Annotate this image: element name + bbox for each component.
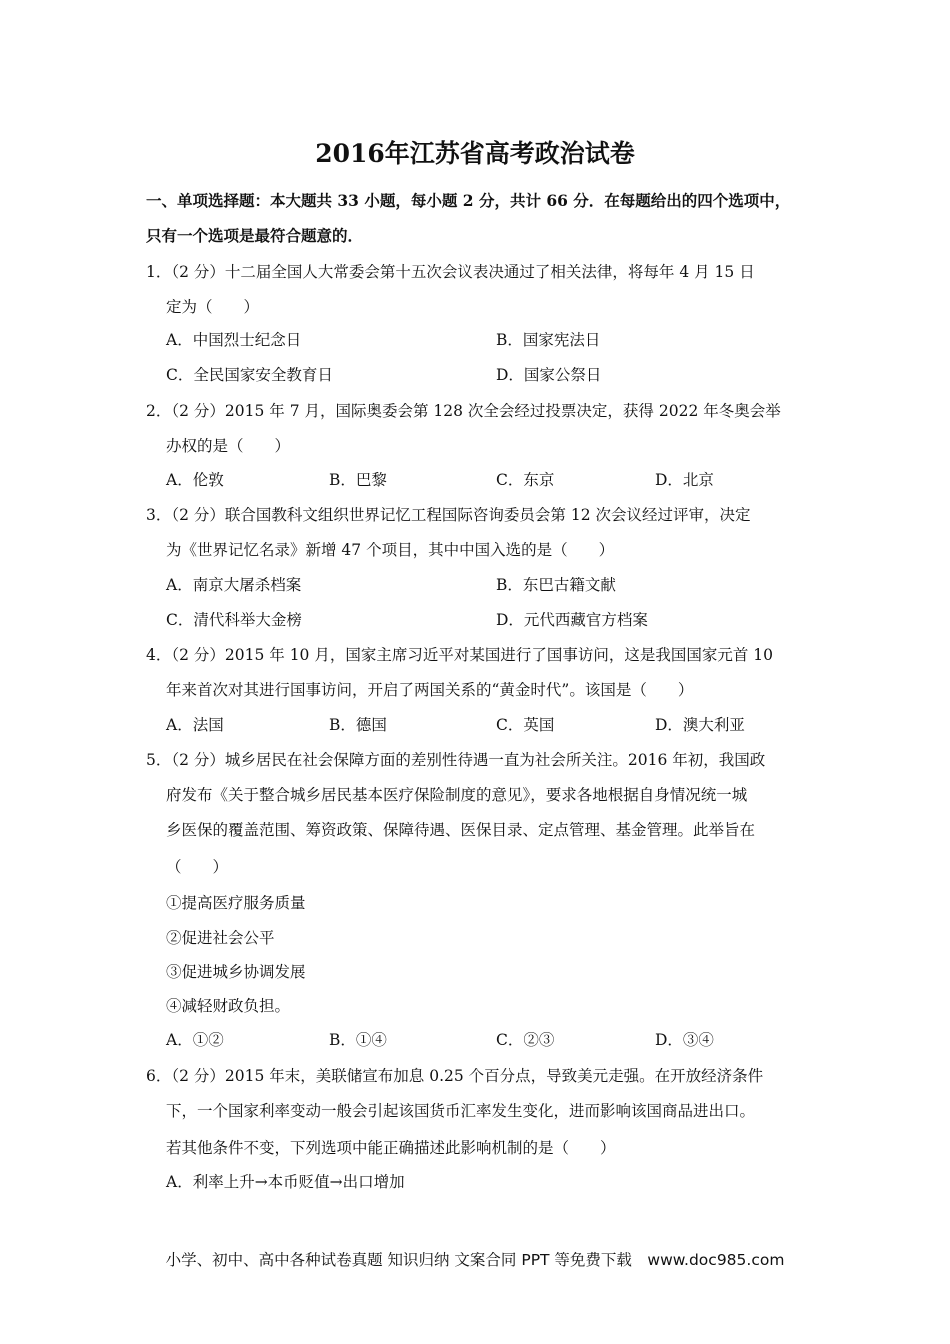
question-5-item-3: ③促进城乡协调发展 [166, 963, 306, 981]
question-3-text: 3．（2 分）联合国教科文组织世界记忆工程国际咨询委员会第 12 次会议经过评审，决定 [146, 506, 751, 524]
section-heading: 一、单项选择题：本大题共 33 小题，每小题 2 分，共计 66 分．在每题给出的四个选项中， [146, 191, 791, 210]
question-3-option-c: C．清代科举大金榜 [166, 611, 302, 629]
question-2-text: 2．（2 分）2015 年 7 月，国际奥委会第 128 次全会经过投票决定，获得 2022 年冬奥会举 [146, 402, 781, 420]
question-2-option-c: C．东京 [496, 471, 555, 489]
question-2-option-b: B．巴黎 [329, 471, 387, 489]
question-3-option-a: A．南京大屠杀档案 [166, 576, 302, 594]
question-5-option-b: B．①④ [329, 1031, 387, 1049]
question-2-option-d: D．北京 [655, 471, 714, 489]
question-6-text-cont-2: 若其他条件不变，下列选项中能正确描述此影响机制的是（ ） [166, 1139, 616, 1157]
question-5-option-c: C．②③ [496, 1031, 555, 1049]
question-6-text-cont-1: 下，一个国家利率变动一般会引起该国货币汇率发生变化，进而影响该国商品进出口。 [166, 1102, 756, 1120]
question-1-text-cont: 定为（ ） [166, 298, 260, 316]
question-1-option-b: B．国家宪法日 [496, 331, 601, 349]
question-5-text-cont-3: （ ） [166, 858, 229, 876]
question-4-option-d: D．澳大利亚 [655, 716, 745, 734]
question-1-option-d: D．国家公祭日 [496, 366, 602, 384]
question-3-option-b: B．东巴古籍文献 [496, 576, 616, 594]
question-2-text-cont: 办权的是（ ） [166, 437, 291, 455]
question-1-text: 1．（2 分）十二届全国人大常委会第十五次会议表决通过了相关法律，将每年 4 月 15 日 [146, 263, 755, 281]
question-5-option-a: A．①② [166, 1031, 224, 1049]
question-2-option-a: A．伦敦 [166, 471, 224, 489]
question-4-text: 4．（2 分）2015 年 10 月，国家主席习近平对某国进行了国事访问，这是我国国家元首 10 [146, 646, 774, 664]
question-5-text-cont-1: 府发布《关于整合城乡居民基本医疗保险制度的意见》，要求各地根据自身情况统一城 [166, 786, 748, 804]
question-5-item-2: ②促进社会公平 [166, 929, 275, 947]
question-1-option-c: C．全民国家安全教育日 [166, 366, 333, 384]
question-5-option-d: D．③④ [655, 1031, 714, 1049]
question-6-option-a: A．利率上升→本币贬值→出口增加 [166, 1173, 405, 1191]
question-5-item-1: ①提高医疗服务质量 [166, 894, 306, 912]
question-3-text-cont: 为《世界记忆名录》新增 47 个项目，其中中国入选的是（ ） [166, 541, 615, 559]
question-4-option-c: C．英国 [496, 716, 555, 734]
question-5-text-cont-2: 乡医保的覆盖范围、筹资政策、保障待遇、医保目录、定点管理、基金管理。此举旨在 [166, 821, 756, 839]
question-3-option-d: D．元代西藏官方档案 [496, 611, 648, 629]
question-5-item-4: ④减轻财政负担。 [166, 997, 291, 1015]
question-4-option-b: B．德国 [329, 716, 387, 734]
question-6-text: 6．（2 分）2015 年末，美联储宣布加息 0.25 个百分点，导致美元走强。在开放经济条件 [146, 1067, 764, 1085]
question-4-text-cont: 年来首次对其进行国事访问，开启了两国关系的“黄金时代”。该国是（ ） [166, 681, 694, 699]
question-5-text: 5．（2 分）城乡居民在社会保障方面的差别性待遇一直为社会所关注。2016 年初，我国政 [146, 751, 766, 769]
page-title: 2016年江苏省高考政治试卷 [315, 139, 635, 168]
section-heading-cont: 只有一个选项是最符合题意的． [146, 226, 364, 245]
question-4-option-a: A．法国 [166, 716, 224, 734]
page-footer: 小学、初中、高中各种试卷真题 知识归纳 文案合同 PPT 等免费下载 www.doc985.com [165, 1251, 785, 1269]
question-1-option-a: A．中国烈士纪念日 [166, 331, 302, 349]
